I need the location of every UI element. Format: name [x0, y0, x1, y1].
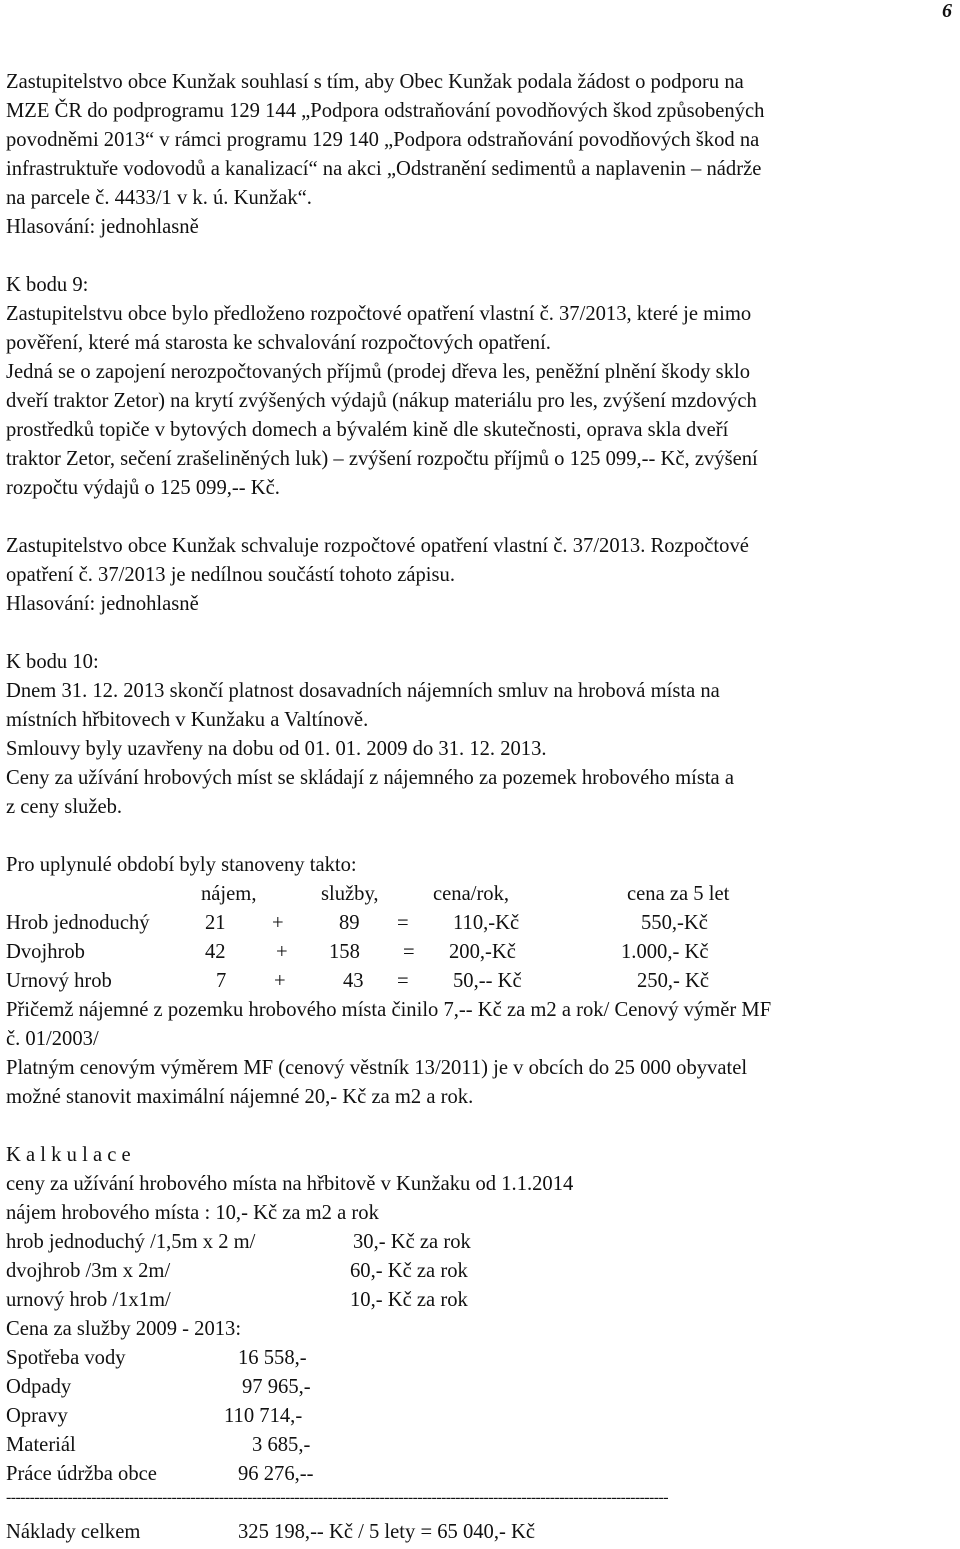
text-line: Zastupitelstvo obce Kunžak souhlasí s tím, aby Obec Kunžak podala žádost o podporu na — [6, 71, 744, 93]
service-value: 110 714,- — [224, 1405, 303, 1427]
price-label: hrob jednoduchý /1,5m x 2 m/ — [6, 1231, 256, 1253]
vote-result: Hlasování: jednohlasně — [6, 593, 199, 615]
text-line: Přičemž nájemné z pozemku hrobového místa činilo 7,-- Kč za m2 a rok/ Cenový výměr MF — [6, 999, 772, 1021]
cell-rent: 21 — [205, 912, 226, 934]
page-number: 6 — [942, 0, 952, 22]
row-label: Hrob jednoduchý — [6, 912, 150, 934]
service-label: Práce údržba obce — [6, 1463, 157, 1485]
cell-five-years: 250,- Kč — [637, 970, 710, 992]
cell-per-year: 110,-Kč — [453, 912, 520, 934]
cell-rent: 7 — [216, 970, 227, 992]
text-line: Zastupitelstvo obce Kunžak schvaluje rozpočtové opatření vlastní č. 37/2013. Rozpočtové — [6, 535, 749, 557]
text-line: prostředků topiče v bytových domech a bývalém kině dle skutečnosti, oprava skla dveří — [6, 419, 729, 441]
text-line: pověření, které má starosta ke schvalování rozpočtových opatření. — [6, 332, 551, 354]
cell-plus: + — [272, 912, 284, 934]
text-line: nájem hrobového místa : 10,- Kč za m2 a rok — [6, 1202, 379, 1224]
separator-line: -------------------------------------------------------------------------------------------------------------------------------------------- — [6, 1489, 668, 1506]
cell-plus: + — [274, 970, 286, 992]
cell-services: 158 — [329, 941, 360, 963]
service-label: Odpady — [6, 1376, 72, 1398]
text-line: rozpočtu výdajů o 125 099,-- Kč. — [6, 477, 280, 499]
cell-rent: 42 — [205, 941, 226, 963]
total-value: 325 198,-- Kč / 5 lety = 65 040,- Kč — [238, 1521, 536, 1543]
cell-per-year: 50,-- Kč — [453, 970, 522, 992]
header-cell: služby, — [321, 883, 379, 905]
cell-per-year: 200,-Kč — [449, 941, 516, 963]
total-label: Náklady celkem — [6, 1521, 141, 1543]
row-label: Urnový hrob — [6, 970, 112, 992]
price-value: 10,- Kč za rok — [350, 1289, 468, 1311]
text-line: Platným cenovým výměrem MF (cenový věstník 13/2011) je v obcích do 25 000 obyvatel — [6, 1057, 748, 1079]
section-heading: K bodu 9: — [6, 274, 89, 296]
price-label: urnový hrob /1x1m/ — [6, 1289, 171, 1311]
text-line: ceny za užívání hrobového místa na hřbitově v Kunžaku od 1.1.2014 — [6, 1173, 574, 1195]
calculation-heading: K a l k u l a c e — [6, 1144, 131, 1166]
cell-services: 43 — [343, 970, 364, 992]
cell-services: 89 — [339, 912, 360, 934]
text-line: opatření č. 37/2013 je nedílnou součástí tohoto zápisu. — [6, 564, 455, 586]
text-line: povodněmi 2013“ v rámci programu 129 140 „Podpora odstraňování povodňových škod na — [6, 129, 760, 151]
text-line: Zastupitelstvu obce bylo předloženo rozpočtové opatření vlastní č. 37/2013, které je mimo — [6, 303, 752, 325]
text-line: Jedná se o zapojení nerozpočtovaných příjmů (prodej dřeva les, peněžní plnění škody sklo — [6, 361, 751, 383]
cell-equals: = — [397, 970, 409, 992]
header-cell: cena za 5 let — [627, 883, 730, 905]
text-line: Dnem 31. 12. 2013 skončí platnost dosavadních nájemních smluv na hrobová místa na — [6, 680, 720, 702]
text-line: infrastruktuře vodovodů a kanalizací“ na akci „Odstranění sedimentů a naplavenin – nádrže — [6, 158, 762, 180]
service-label: Opravy — [6, 1405, 68, 1427]
service-value: 16 558,- — [238, 1347, 307, 1369]
text-line: dveří traktor Zetor) na krytí zvýšených výdajů (nákup materiálu pro les, zvýšení mzdových — [6, 390, 757, 412]
text-line: MZE ČR do podprogramu 129 144 „Podpora odstraňování povodňových škod způsobených — [6, 100, 765, 122]
text-line: na parcele č. 4433/1 v k. ú. Kunžak“. — [6, 187, 312, 209]
service-value: 97 965,- — [242, 1376, 311, 1398]
text-line: traktor Zetor, sečení zrašeliněných luk) – zvýšení rozpočtu příjmů o 125 099,-- Kč, zvýšení — [6, 448, 758, 470]
service-value: 96 276,-- — [238, 1463, 314, 1485]
header-cell: nájem, — [201, 883, 257, 905]
cell-plus: + — [276, 941, 288, 963]
text-line: Pro uplynulé období byly stanoveny takto: — [6, 854, 357, 876]
price-value: 30,- Kč za rok — [353, 1231, 471, 1253]
text-line: z ceny služeb. — [6, 796, 123, 818]
text-line: Smlouvy byly uzavřeny na dobu od 01. 01. 2009 do 31. 12. 2013. — [6, 738, 547, 760]
cell-equals: = — [403, 941, 415, 963]
text-line: Cena za služby 2009 - 2013: — [6, 1318, 242, 1340]
text-line: Ceny za užívání hrobových míst se skládají z nájemného za pozemek hrobového místa a — [6, 767, 734, 789]
text-line: místních hřbitovech v Kunžaku a Valtínově. — [6, 709, 369, 731]
text-line: možné stanovit maximální nájemné 20,- Kč za m2 a rok. — [6, 1086, 474, 1108]
cell-five-years: 550,-Kč — [641, 912, 708, 934]
row-label: Dvojhrob — [6, 941, 85, 963]
price-value: 60,- Kč za rok — [350, 1260, 468, 1282]
text-line: č. 01/2003/ — [6, 1028, 99, 1050]
cell-equals: = — [397, 912, 409, 934]
section-heading: K bodu 10: — [6, 651, 99, 673]
vote-result: Hlasování: jednohlasně — [6, 216, 199, 238]
service-value: 3 685,- — [252, 1434, 311, 1456]
price-label: dvojhrob /3m x 2m/ — [6, 1260, 171, 1282]
service-label: Spotřeba vody — [6, 1347, 126, 1369]
cell-five-years: 1.000,- Kč — [621, 941, 709, 963]
header-cell: cena/rok, — [433, 883, 510, 905]
service-label: Materiál — [6, 1434, 76, 1456]
